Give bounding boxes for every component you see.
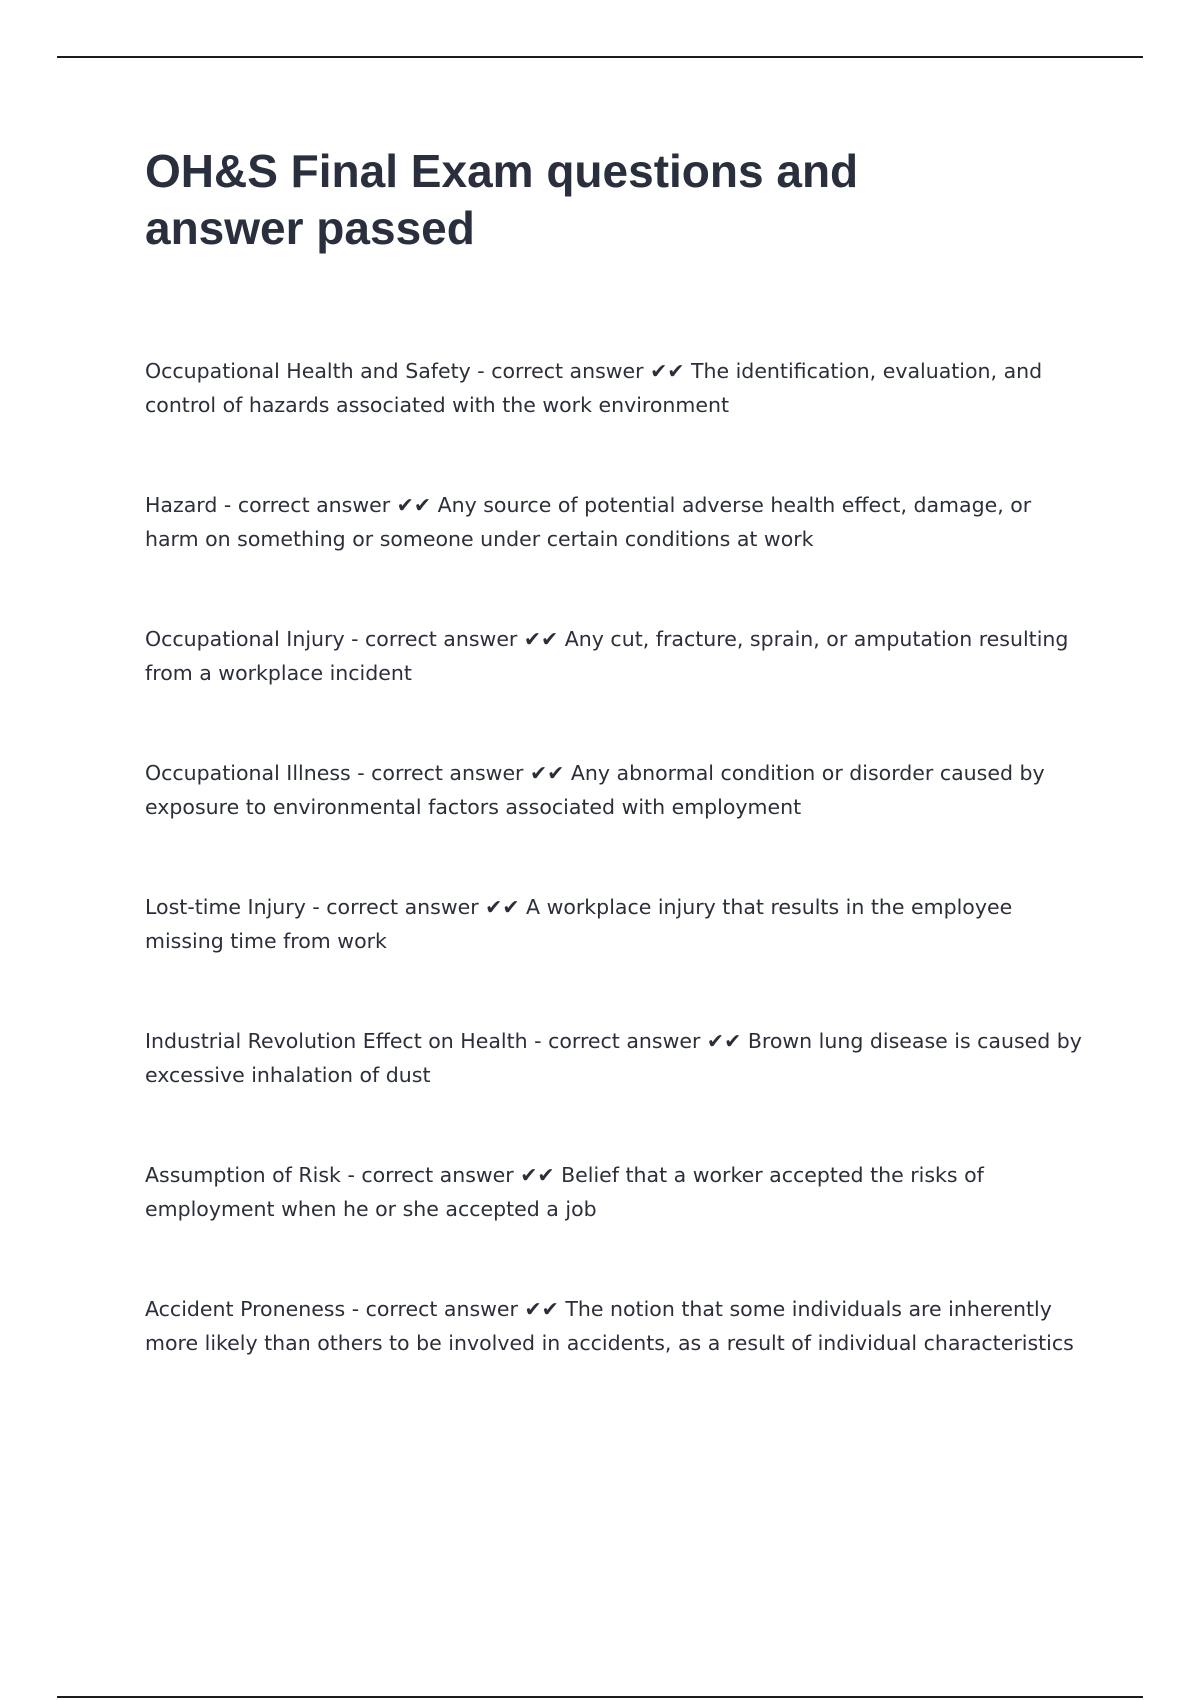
qa-term: Occupational Injury [145, 627, 345, 651]
qa-definition: Any source of potential adverse health effect, damage, or harm on something or someone under certain conditions at work [145, 493, 1032, 551]
bottom-divider [57, 1696, 1143, 1698]
qa-answer-marker: correct answer ✔✔ [365, 1297, 559, 1321]
qa-term: Assumption of Risk [145, 1163, 341, 1187]
qa-answer-marker: correct answer ✔✔ [361, 1163, 555, 1187]
qa-term: Occupational Illness [145, 761, 351, 785]
qa-separator: - [340, 1163, 362, 1187]
qa-definition: Any cut, fracture, sprain, or amputation resulting from a workplace incident [145, 627, 1069, 685]
top-divider [57, 56, 1143, 58]
qa-separator: - [470, 359, 492, 383]
qa-answer-marker: correct answer ✔✔ [365, 627, 559, 651]
qa-term: Accident Proneness [145, 1297, 346, 1321]
qa-item [145, 890, 1090, 959]
qa-answer-marker: correct answer ✔✔ [371, 761, 565, 785]
qa-item [145, 756, 1090, 825]
qa-separator: - [350, 761, 372, 785]
qa-item [145, 488, 1090, 557]
qa-list [145, 354, 1090, 1426]
qa-answer-marker: correct answer ✔✔ [326, 895, 520, 919]
qa-definition: Brown lung disease is caused by excessive inhalation of dust [145, 1029, 1082, 1087]
qa-separator: - [217, 493, 238, 517]
qa-term: Lost-time Injury [145, 895, 306, 919]
qa-separator: - [345, 1297, 366, 1321]
qa-item [145, 1158, 1090, 1227]
qa-item [145, 354, 1090, 423]
qa-item [145, 1024, 1090, 1093]
qa-definition: The notion that some individuals are inherently more likely than others to be involved in accidents, as a result of individual characteristics [145, 1297, 1074, 1355]
qa-term: Industrial Revolution Effect on Health [145, 1029, 528, 1053]
qa-definition: A workplace injury that results in the employee missing time from work [145, 895, 1013, 953]
page-title: OH&S Final Exam questions and answer passed [145, 145, 859, 254]
qa-item [145, 1292, 1090, 1361]
qa-answer-marker: correct answer ✔✔ [237, 493, 432, 517]
qa-answer-marker: correct answer ✔✔ [491, 359, 685, 383]
qa-term: Hazard [145, 493, 218, 517]
qa-separator: - [527, 1029, 549, 1053]
qa-term: Occupational Health and Safety [145, 359, 471, 383]
qa-definition: The identification, evaluation, and control of hazards associated with the work environment [145, 359, 1043, 417]
qa-definition: Belief that a worker accepted the risks of employment when he or she accepted a job [145, 1163, 984, 1221]
qa-definition: Any abnormal condition or disorder caused by exposure to environmental factors associated with employment [145, 761, 1045, 819]
qa-item [145, 622, 1090, 691]
qa-separator: - [344, 627, 366, 651]
qa-separator: - [305, 895, 327, 919]
qa-answer-marker: correct answer ✔✔ [548, 1029, 742, 1053]
